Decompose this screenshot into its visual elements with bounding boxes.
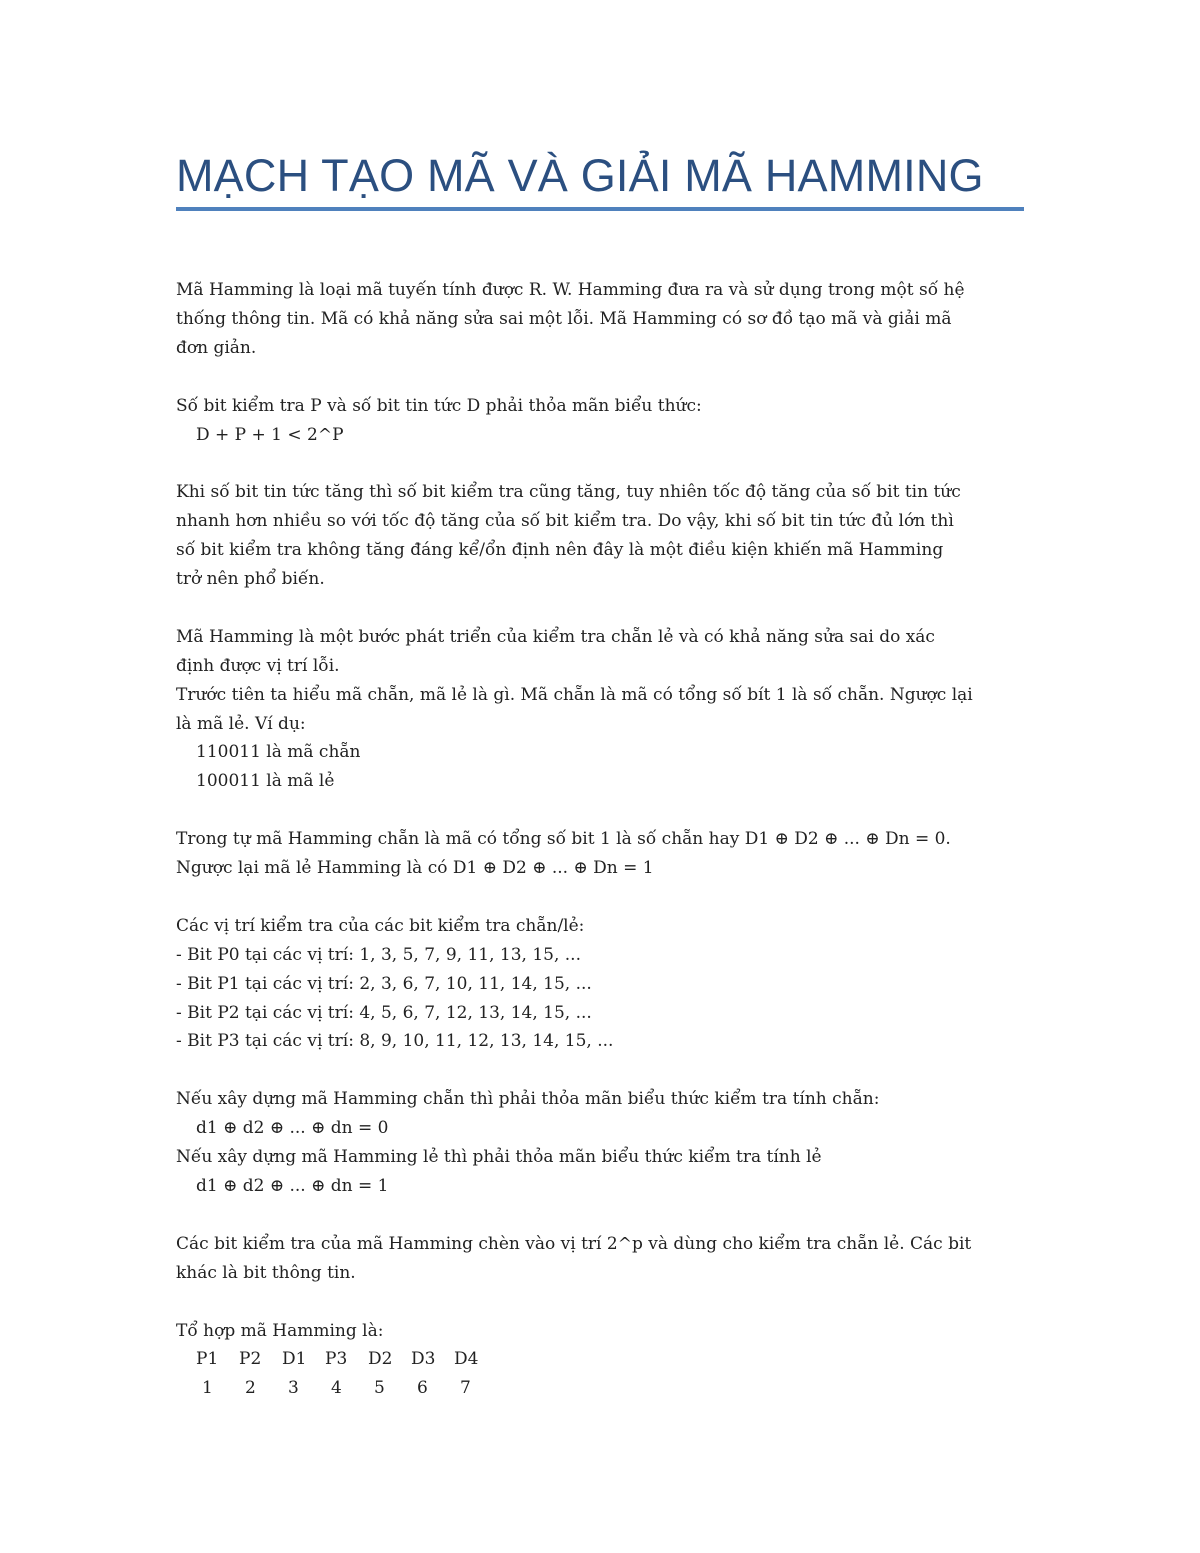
paragraph-line: Khi số bit tin tức tăng thì số bit kiểm tra cũng tăng, tuy nhiên tốc độ tăng của số bit tin tức bbox=[176, 482, 961, 503]
paragraph-line: định được vị trí lỗi. bbox=[176, 655, 340, 676]
combo-label: D4 bbox=[454, 1349, 479, 1370]
combo-position: 4 bbox=[331, 1378, 342, 1399]
formula: d1 ⊕ d2 ⊕ ... ⊕ dn = 1 bbox=[196, 1176, 389, 1196]
list-item: - Bit P3 tại các vị trí: 8, 9, 10, 11, 12, 13, 14, 15, ... bbox=[176, 1031, 614, 1052]
paragraph-line: Mã Hamming là loại mã tuyến tính được R. W. Hamming đưa ra và sử dụng trong một số hệ bbox=[176, 280, 965, 300]
combo-label: P1 bbox=[196, 1349, 219, 1370]
combo-position: 3 bbox=[288, 1378, 299, 1399]
combo-label: P3 bbox=[325, 1349, 348, 1370]
formula: D + P + 1 < 2^P bbox=[196, 424, 344, 445]
paragraph-line: Trước tiên ta hiểu mã chẵn, mã lẻ là gì. Mã chẵn là mã có tổng số bít 1 là số chẵn. Ngược lại bbox=[176, 684, 973, 705]
list-item: - Bit P1 tại các vị trí: 2, 3, 6, 7, 10, 11, 14, 15, ... bbox=[176, 973, 592, 994]
paragraph-line: Tổ hợp mã Hamming là: bbox=[176, 1320, 384, 1341]
title-underline bbox=[176, 207, 1024, 211]
list-item: - Bit P0 tại các vị trí: 1, 3, 5, 7, 9, 11, 13, 15, ... bbox=[176, 944, 581, 965]
paragraph-line: là mã lẻ. Ví dụ: bbox=[176, 713, 306, 734]
combo-position: 1 bbox=[202, 1378, 213, 1399]
formula: d1 ⊕ d2 ⊕ ... ⊕ dn = 0 bbox=[196, 1118, 389, 1139]
list-item: - Bit P2 tại các vị trí: 4, 5, 6, 7, 12, 13, 14, 15, ... bbox=[176, 1002, 592, 1023]
combo-label: D2 bbox=[368, 1349, 393, 1370]
paragraph-line: Mã Hamming là một bước phát triển của kiểm tra chẵn lẻ và có khả năng sửa sai do xác bbox=[176, 626, 935, 647]
paragraph-line: Trong tự mã Hamming chẵn là mã có tổng số bit 1 là số chẵn hay D1 ⊕ D2 ⊕ ... ⊕ Dn = 0. bbox=[176, 829, 951, 850]
combo-position: 5 bbox=[374, 1378, 385, 1399]
paragraph-line: thống thông tin. Mã có khả năng sửa sai một lỗi. Mã Hamming có sơ đồ tạo mã và giải mã bbox=[176, 308, 952, 329]
example-line: 110011 là mã chẵn bbox=[196, 742, 361, 763]
combo-positions-row bbox=[176, 1374, 1026, 1403]
example-line: 100011 là mã lẻ bbox=[196, 771, 335, 792]
combo-label: D1 bbox=[282, 1349, 307, 1370]
paragraph-line: số bit kiểm tra không tăng đáng kể/ổn định nên đây là một điều kiện khiến mã Hamming bbox=[176, 540, 944, 561]
paragraph-line: nhanh hơn nhiều so với tốc độ tăng của số bit kiểm tra. Do vậy, khi số bit tin tức đủ lớn thì bbox=[176, 511, 954, 532]
combo-position: 6 bbox=[417, 1378, 428, 1399]
combo-position: 7 bbox=[460, 1378, 471, 1399]
paragraph-line: trở nên phổ biến. bbox=[176, 569, 325, 590]
paragraph-line: Ngược lại mã lẻ Hamming là có D1 ⊕ D2 ⊕ ... ⊕ Dn = 1 bbox=[176, 858, 654, 879]
paragraph-line: Các bit kiểm tra của mã Hamming chèn vào vị trí 2^p và dùng cho kiểm tra chẵn lẻ. Các bit bbox=[176, 1233, 972, 1254]
paragraph-line: Nếu xây dựng mã Hamming lẻ thì phải thỏa mãn biểu thức kiểm tra tính lẻ bbox=[176, 1147, 822, 1168]
paragraph-line: Số bit kiểm tra P và số bit tin tức D phải thỏa mãn biểu thức: bbox=[176, 395, 702, 416]
paragraph-line: Các vị trí kiểm tra của các bit kiểm tra chẵn/lẻ: bbox=[176, 915, 585, 936]
document-page bbox=[176, 150, 1026, 1403]
combo-label: P2 bbox=[239, 1349, 262, 1370]
combo-position: 2 bbox=[245, 1378, 256, 1399]
combo-label: D3 bbox=[411, 1349, 436, 1370]
document-body bbox=[176, 276, 1026, 1403]
paragraph-line: khác là bit thông tin. bbox=[176, 1262, 356, 1283]
paragraph-line: đơn giản. bbox=[176, 337, 257, 358]
paragraph-line: Nếu xây dựng mã Hamming chẵn thì phải thỏa mãn biểu thức kiểm tra tính chẵn: bbox=[176, 1089, 880, 1110]
combo-labels-row bbox=[176, 1345, 1026, 1374]
document-title: MẠCH TẠO MÃ VÀ GIẢI MÃ HAMMING bbox=[176, 150, 984, 201]
